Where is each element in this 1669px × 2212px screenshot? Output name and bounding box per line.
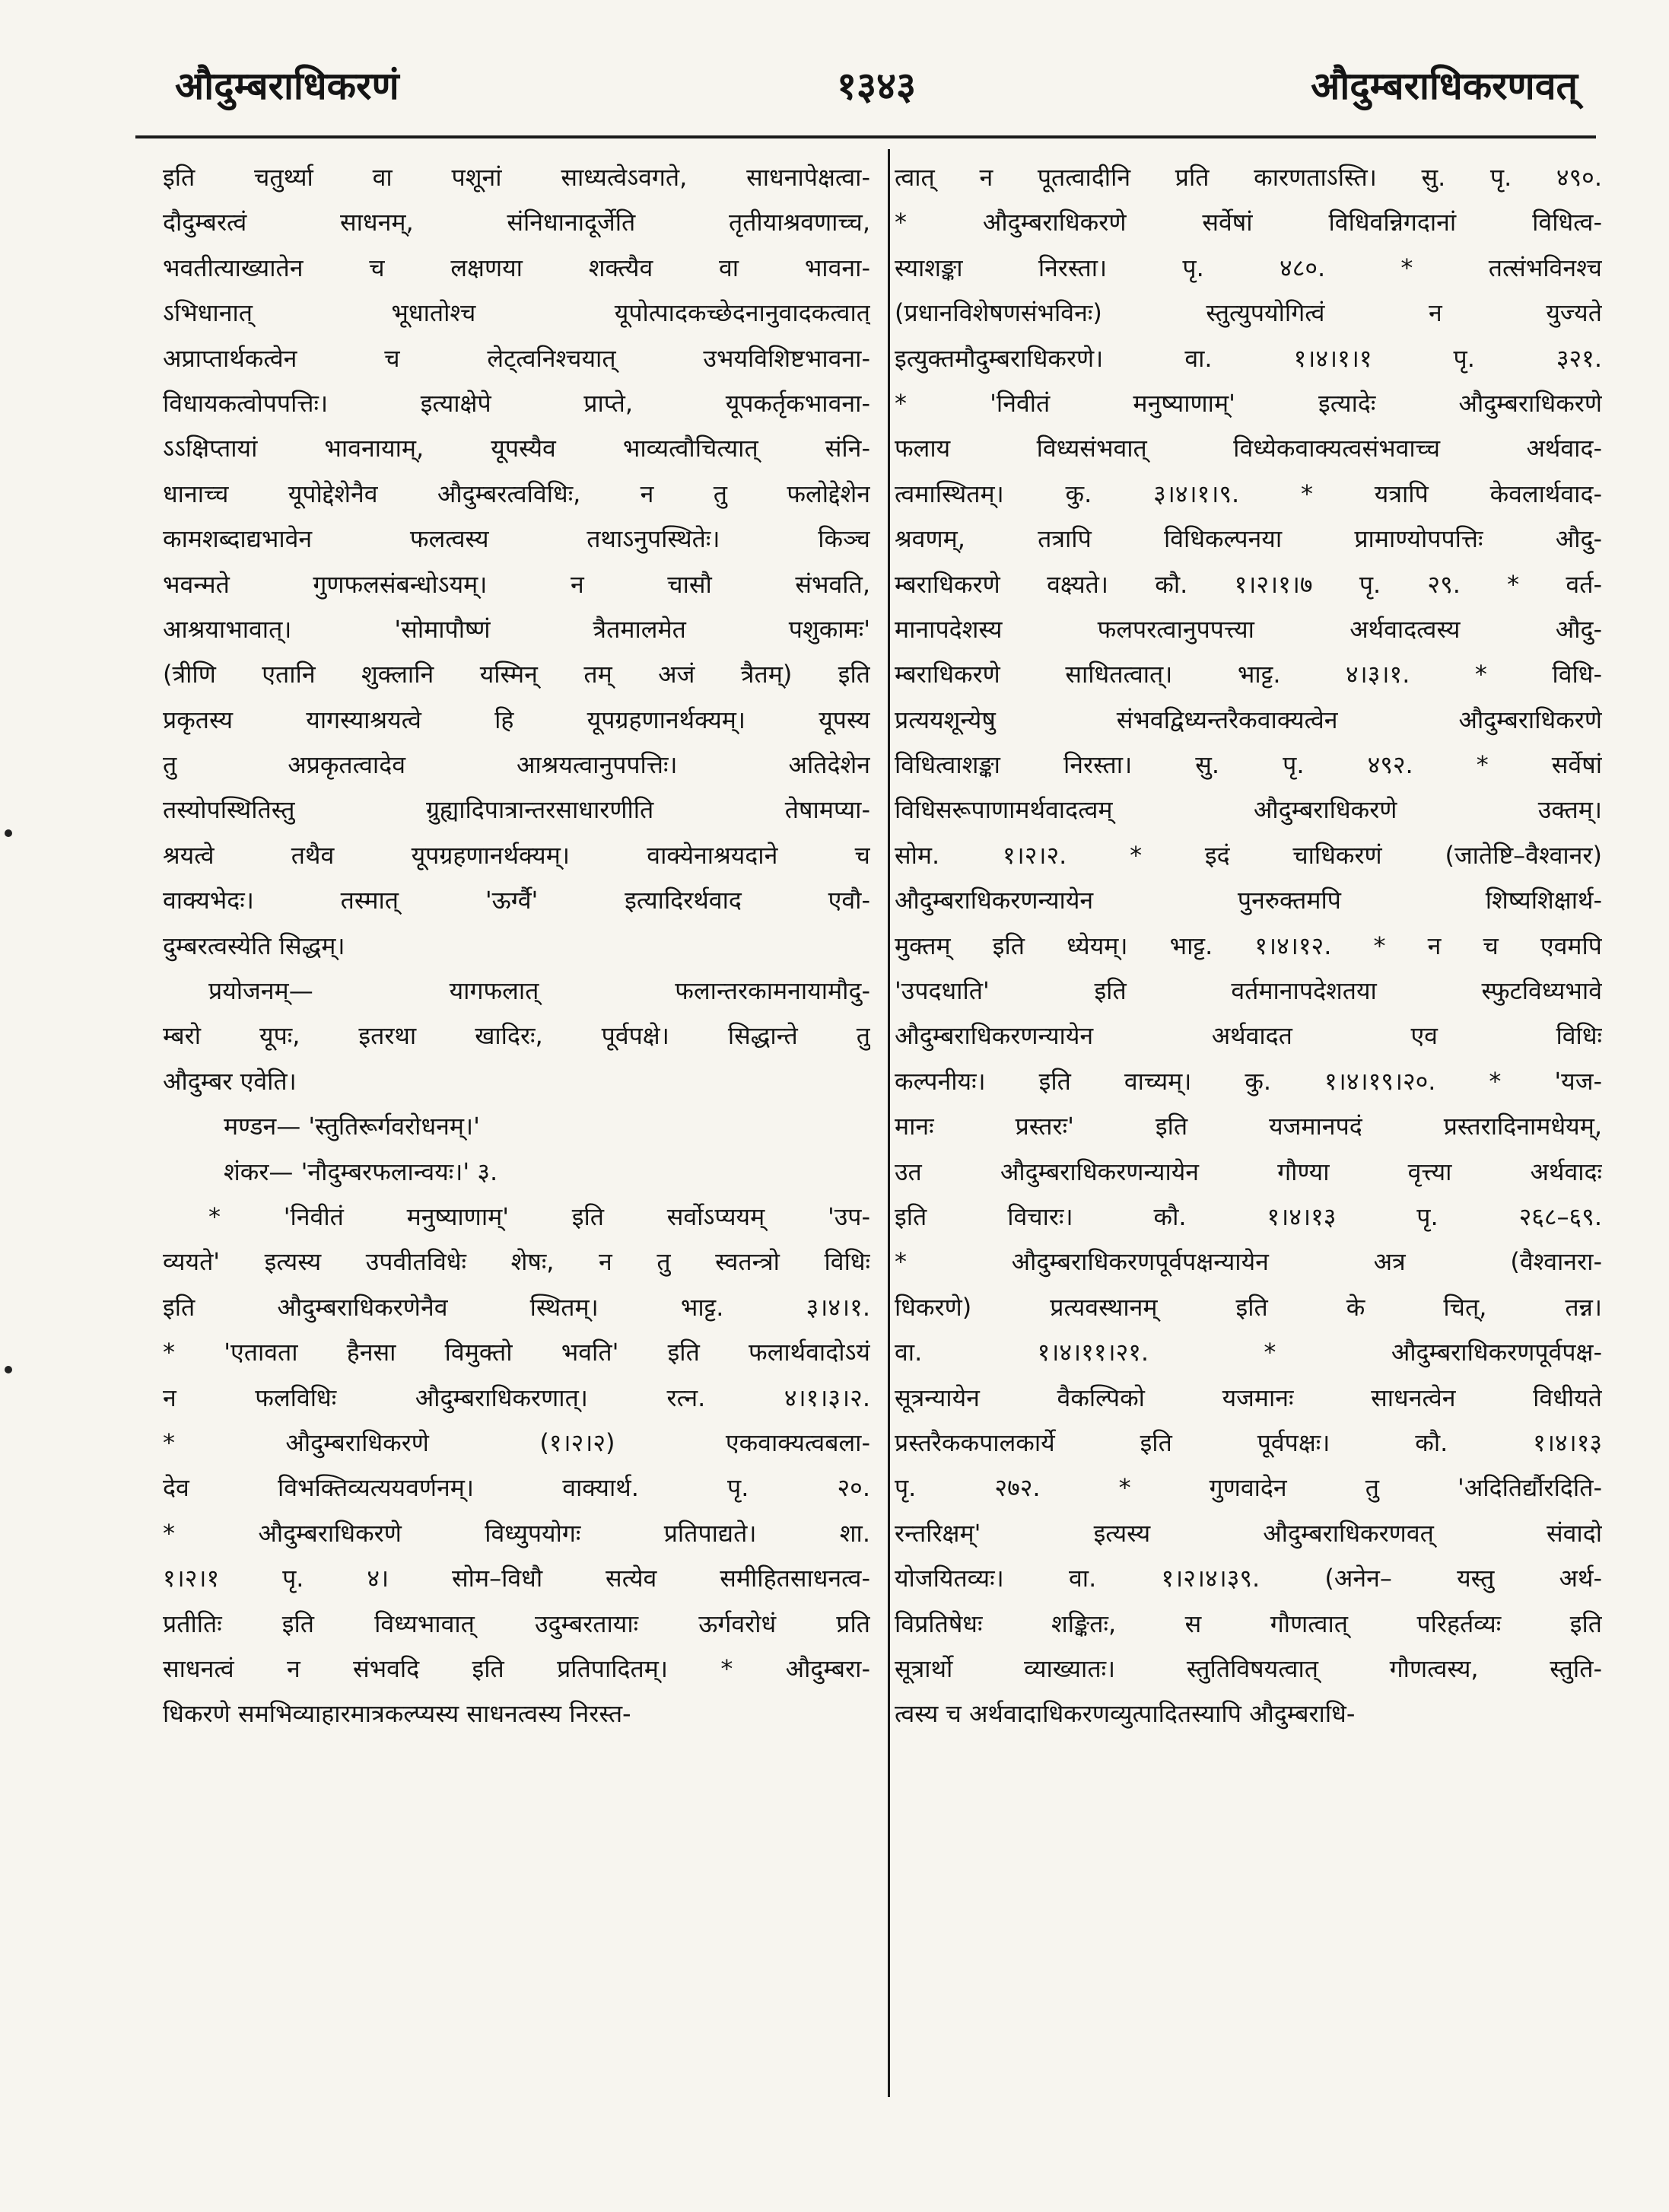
text-line: तु अप्रकृतत्वादेव आश्रयत्वानुपपत्तिः। अतिदेशेन bbox=[163, 750, 870, 780]
text-line: उत औदुम्बराधिकरणन्यायेन गौण्या वृत्त्या अर्थवादः bbox=[895, 1157, 1602, 1186]
text-line: इति औदुम्बराधिकरणेनैव स्थितम्। भाट्ट. ३।४।१. bbox=[163, 1292, 870, 1322]
text-line: * 'निवीतं मनुष्याणाम्' इति सर्वोऽप्ययम् 'उप- bbox=[208, 1201, 870, 1231]
text-line: विधित्वाशङ्का निरस्ता। सु. पृ. ४९२. * सर्वेषां bbox=[895, 750, 1602, 780]
text-line: कल्पनीयः। इति वाच्यम्। कु. १।४।१९।२०. * 'यज- bbox=[895, 1066, 1602, 1096]
text-line: प्रतीतिः इति विध्यभावात् उदुम्बरतायाः ऊर्गवरोधं प्रति bbox=[163, 1609, 870, 1638]
header-rule bbox=[135, 135, 1596, 138]
text-line: धिकरणे) प्रत्यवस्थानम् इति के चित्, तन्न। bbox=[895, 1292, 1602, 1322]
text-line: शंकर— 'नौदुम्बरफलान्वयः।' ३. bbox=[224, 1157, 498, 1186]
text-line: कामशब्दाद्यभावेन फलत्वस्य तथाऽनुपस्थितेः। किञ्च bbox=[163, 524, 870, 554]
text-line: त्वमास्थितम्। कु. ३।४।१।९. * यत्रापि केवलार्थवाद- bbox=[895, 479, 1602, 508]
text-line: (प्रधानविशेषणसंभविनः) स्तुत्युपयोगित्वं न युज्यते bbox=[895, 298, 1602, 328]
text-line: व्ययते' इत्यस्य उपवीतविधेः शेषः, न तु स्वतन्त्रो विधिः bbox=[163, 1247, 870, 1277]
text-line: * 'निवीतं मनुष्याणाम्' इत्यादेः औदुम्बराधिकरणे bbox=[895, 388, 1602, 418]
text-line: 'उपदधाति' इति वर्तमानापदेशतया स्फुटविध्यभावे bbox=[895, 976, 1602, 1006]
text-line: त्वात् न पूतत्वादीनि प्रति कारणताऽस्ति। सु. पृ. ४९०. bbox=[895, 163, 1602, 192]
right-column bbox=[895, 155, 1602, 2118]
text-line: मण्डन— 'स्तुतिरूर्गवरोधनम्।' bbox=[224, 1112, 480, 1141]
text-line: इत्युक्तमौदुम्बराधिकरणे। वा. १।४।१।१ पृ. ३२१. bbox=[895, 343, 1602, 373]
text-line: पृ. २७२. * गुणवादेन तु 'अदितिर्द्यौरदिति- bbox=[895, 1473, 1602, 1503]
text-line: प्रस्तरैककपालकार्ये इति पूर्वपक्षः। कौ. १।४।१३ bbox=[895, 1427, 1602, 1457]
text-line: श्रयत्वे तथैव यूपग्रहणानर्थक्यम्। वाक्येनाश्रयदाने च bbox=[163, 840, 870, 870]
text-line: मुक्तम् इति ध्येयम्। भाट्ट. १।४।१२. * न च एवमपि bbox=[895, 931, 1602, 960]
text-line: श्रवणम्, तत्रापि विधिकल्पनया प्रामाण्योपपत्तिः औदु- bbox=[895, 524, 1602, 554]
text-line: * 'एतावता हैनसा विमुक्तो भवति' इति फलार्थवादोऽयं bbox=[163, 1338, 870, 1367]
text-line: औदुम्बराधिकरणन्यायेन अर्थवादत एव विधिः bbox=[895, 1021, 1602, 1051]
text-line: त्वस्य च अर्थवादाधिकरणव्युत्पादितस्यापि औदुम्बराधि- bbox=[895, 1699, 1356, 1729]
text-line: धिकरणे समभिव्याहारमात्रकल्प्यस्य साधनत्वस्य निरस्त- bbox=[163, 1699, 631, 1729]
text-line: * औदुम्बराधिकरणे विध्युपयोगः प्रतिपाद्यते। शा. bbox=[163, 1518, 870, 1548]
text-line: * औदुम्बराधिकरणपूर्वपक्षन्यायेन अत्र (वैश्वानरा- bbox=[895, 1247, 1602, 1277]
text-line: न फलविधिः औदुम्बराधिकरणात्। रत्न. ४।१।३।२. bbox=[163, 1383, 870, 1412]
text-line: १।२।१ पृ. ४। सोम–विधौ सत्येव समीहितसाधनत्व- bbox=[163, 1564, 870, 1593]
page-edge-mark bbox=[5, 1366, 12, 1373]
text-line: तस्योपस्थितिस्तु ग्रुह्यादिपात्रान्तरसाधारणीति तेषामप्या- bbox=[163, 795, 870, 825]
text-line: मानापदेशस्य फलपरत्वानुपपत्त्या अर्थवादत्वस्य औदु- bbox=[895, 614, 1602, 644]
page-edge-mark bbox=[5, 829, 12, 837]
text-line: वा. १।४।११।२१. * औदुम्बराधिकरणपूर्वपक्ष- bbox=[895, 1338, 1602, 1367]
text-line: योजयितव्यः। वा. १।२।४।३९. (अनेन– यस्तु अर्थ- bbox=[895, 1564, 1602, 1593]
text-line: इति विचारः। कौ. १।४।१३ पृ. २६८–६९. bbox=[895, 1201, 1602, 1231]
text-line: सूत्रन्यायेन वैकल्पिको यजमानः साधनत्वेन विधीयते bbox=[895, 1383, 1602, 1412]
text-line: रन्तरिक्षम्' इत्यस्य औदुम्बराधिकरणवत् संवादो bbox=[895, 1518, 1602, 1548]
text-line: ऽऽक्षिप्तायां भावनायाम्, यूपस्यैव भाव्यत्वौचित्यात् संनि- bbox=[163, 434, 870, 463]
text-line: दौदुम्बरत्वं साधनम्, संनिधानादूर्जेति तृतीयाश्रवणाच्च, bbox=[163, 208, 870, 237]
header-right-title: औदुम्बराधिकरणवत् bbox=[1311, 64, 1578, 108]
text-line: सोम. १।२।२. * इदं चाधिकरणं (जातेष्टि–वैश्वानर) bbox=[895, 840, 1602, 870]
text-line: (त्रीणि एतानि शुक्लानि यस्मिन् तम् अजं त्रैतम्) इति bbox=[163, 660, 870, 689]
text-line: अप्राप्तार्थकत्वेन च लेट्त्वनिश्चयात् उभयविशिष्टभावना- bbox=[163, 343, 870, 373]
text-line: म्बराधिकरणे वक्ष्यते। कौ. १।२।१।७ पृ. २९. * वर्त- bbox=[895, 569, 1602, 599]
text-line: विधिसरूपाणामर्थवादत्वम् औदुम्बराधिकरणे उक्तम्। bbox=[895, 795, 1602, 825]
text-line: प्रकृतस्य यागस्याश्रयत्वे हि यूपग्रहणानर्थक्यम्। यूपस्य bbox=[163, 705, 870, 734]
text-line: दुम्बरत्वस्येति सिद्धम्। bbox=[163, 931, 345, 960]
text-line: देव विभक्तिव्यत्ययवर्णनम्। वाक्यार्थ. पृ. २०. bbox=[163, 1473, 870, 1503]
text-line: धानाच्च यूपोद्देशेनैव औदुम्बरत्वविधिः, न तु फलोद्देशेन bbox=[163, 479, 870, 508]
text-line: वाक्यभेदः। तस्मात् 'ऊर्ग्वै' इत्यादिरर्थवाद एवौ- bbox=[163, 886, 870, 915]
text-line: प्रत्ययशून्येषु संभवद्विध्यन्तरैकवाक्यत्वेन औदुम्बराधिकरणे bbox=[895, 705, 1602, 734]
text-line: भवन्मते गुणफलसंबन्धोऽयम्। न चासौ संभवति, bbox=[163, 569, 870, 599]
text-line: ऽभिधानात् भूधातोश्च यूपोत्पादकच्छेदनानुवादकत्वात् bbox=[163, 298, 870, 328]
left-column bbox=[163, 155, 870, 2118]
text-line: साधनत्वं न संभवदि इति प्रतिपादितम्। * औदुम्बरा- bbox=[163, 1653, 870, 1683]
text-line: भवतीत्याख्यातेन च लक्षणया शक्त्यैव वा भावना- bbox=[163, 253, 870, 282]
running-header bbox=[175, 59, 1578, 128]
text-line: * औदुम्बराधिकरणे (१।२।२) एकवाक्यत्वबला- bbox=[163, 1427, 870, 1457]
header-left-title: औदुम्बराधिकरणं bbox=[175, 64, 399, 108]
page-number: १३४३ bbox=[837, 64, 916, 108]
column-divider bbox=[888, 149, 890, 2097]
text-line: म्बरो यूपः, इतरथा खादिरः, पूर्वपक्षे। सिद्धान्ते तु bbox=[163, 1021, 870, 1051]
text-line: औदुम्बराधिकरणन्यायेन पुनरुक्तमपि शिष्यशिक्षार्थ- bbox=[895, 886, 1602, 915]
text-line: मानः प्रस्तरः' इति यजमानपदं प्रस्तरादिनामधेयम्, bbox=[895, 1112, 1602, 1141]
text-line: * औदुम्बराधिकरणे सर्वेषां विधिवन्निगदानां विधित्व- bbox=[895, 208, 1602, 237]
text-line: इति चतुर्थ्या वा पशूनां साध्यत्वेऽवगते, साधनापेक्षत्वा- bbox=[163, 163, 870, 192]
text-line: सूत्रार्थो व्याख्यातः। स्तुतिविषयत्वात् गौणत्वस्य, स्तुति- bbox=[895, 1653, 1602, 1683]
text-line: विप्रतिषेधः शङ्कितः, स गौणत्वात् परिहर्तव्यः इति bbox=[895, 1609, 1602, 1638]
text-line: फलाय विध्यसंभवात् विध्येकवाक्यत्वसंभवाच्च अर्थवाद- bbox=[895, 434, 1602, 463]
text-line: स्याशङ्का निरस्ता। पृ. ४८०. * तत्संभविनश्च bbox=[895, 253, 1602, 282]
text-line: विधायकत्वोपपत्तिः। इत्याक्षेपे प्राप्ते, यूपकर्तृकभावना- bbox=[163, 388, 870, 418]
text-line: आश्रयाभावात्। 'सोमापौष्णं त्रैतमालमेत पशुकामः' bbox=[163, 614, 870, 644]
text-line: प्रयोजनम्— यागफलात् फलान्तरकामनायामौदु- bbox=[208, 976, 870, 1006]
text-line: औदुम्बर एवेति। bbox=[163, 1066, 297, 1096]
text-line: म्बराधिकरणे साधितत्वात्। भाट्ट. ४।३।१. * विधि- bbox=[895, 660, 1602, 689]
